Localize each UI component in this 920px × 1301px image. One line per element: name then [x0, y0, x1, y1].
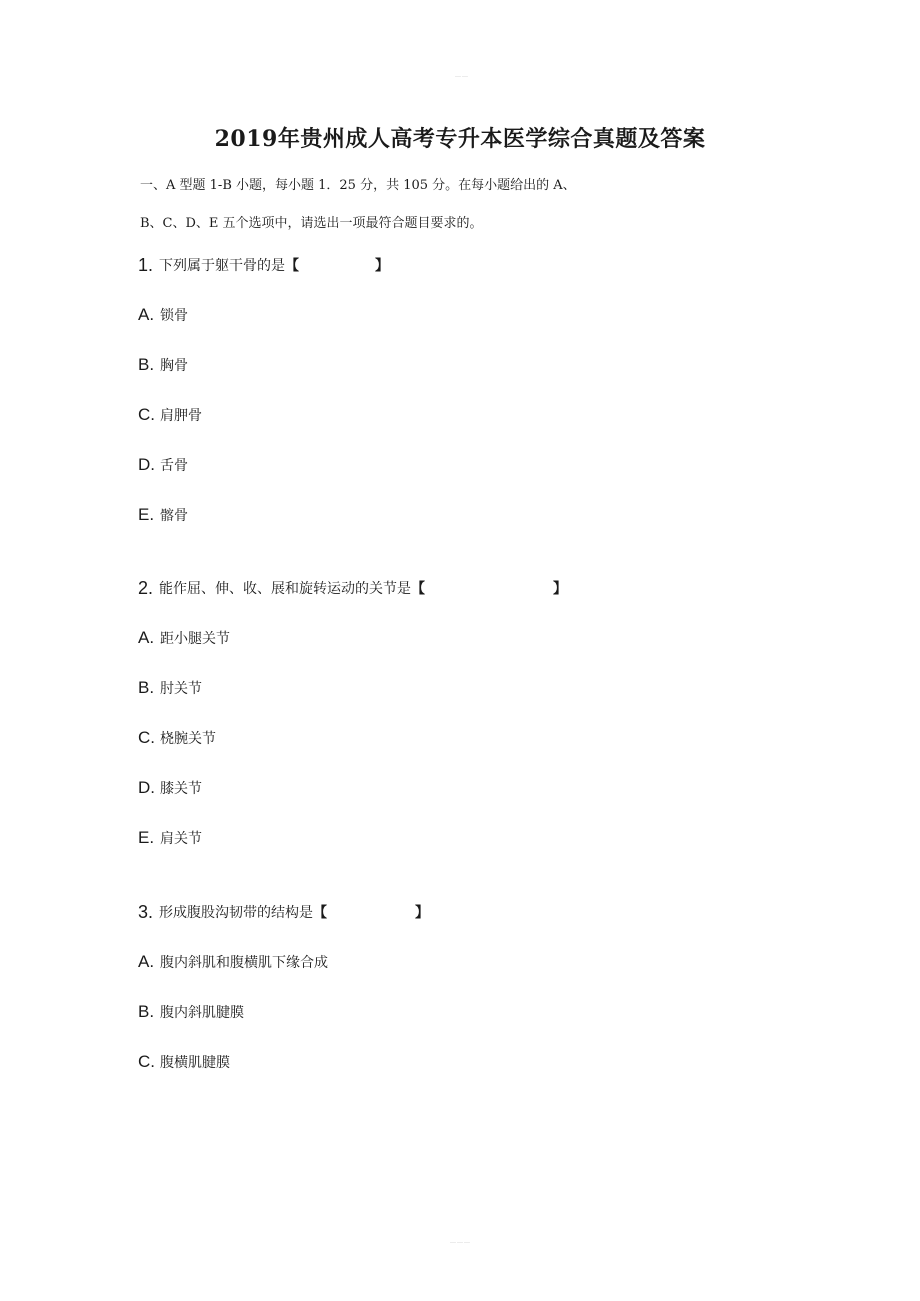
- option-text: 肩胛骨: [160, 408, 202, 424]
- option-text: 髂骨: [160, 508, 188, 524]
- option-2c: [138, 726, 216, 750]
- option-letter: E.: [138, 505, 155, 524]
- option-3b: [138, 1000, 244, 1024]
- option-letter: A.: [138, 305, 155, 324]
- question-number: 1.: [138, 254, 154, 275]
- option-text: 舌骨: [160, 458, 188, 474]
- option-text: 肩关节: [160, 831, 202, 847]
- option-3c: [138, 1050, 230, 1074]
- option-2d: [138, 776, 202, 800]
- header-mark: ……: [455, 72, 469, 79]
- option-text: 腹横肌腱膜: [160, 1055, 230, 1071]
- option-letter: C.: [138, 1052, 155, 1071]
- footer-mark: ………: [450, 1238, 471, 1245]
- question-3: [138, 900, 429, 924]
- option-2e: [138, 826, 202, 850]
- bracket-close: 】: [553, 581, 568, 597]
- option-1c: [138, 403, 202, 427]
- option-text: 距小腿关节: [160, 631, 230, 647]
- option-text: 胸骨: [160, 358, 188, 374]
- option-letter: C.: [138, 405, 155, 424]
- option-letter: B.: [138, 1002, 155, 1021]
- section-instructions-line-1: 一、A 型题 1-B 小题，每小题 1．25 分，共 105 分。在每小题给出的 A、: [140, 178, 576, 193]
- answer-bracket: [313, 902, 429, 922]
- question-2: [138, 576, 567, 600]
- option-3a: [138, 950, 328, 974]
- question-1: [138, 253, 389, 277]
- option-letter: D.: [138, 778, 155, 797]
- option-text: 肘关节: [160, 681, 202, 697]
- option-letter: B.: [138, 678, 155, 697]
- option-letter: D.: [138, 455, 155, 474]
- answer-bracket: [411, 578, 567, 598]
- option-letter: C.: [138, 728, 155, 747]
- question-text: 形成腹股沟韧带的结构是: [159, 905, 314, 921]
- option-letter: A.: [138, 628, 155, 647]
- option-text: 锁骨: [160, 308, 188, 324]
- option-2b: [138, 676, 202, 700]
- question-number: 3.: [138, 901, 154, 922]
- option-1a: [138, 303, 188, 327]
- bracket-close: 】: [415, 905, 430, 921]
- option-1b: [138, 353, 188, 377]
- question-text: 能作屈、伸、收、展和旋转运动的关节是: [159, 581, 412, 597]
- page-title: 2019年贵州成人高考专升本医学综合真题及答案: [214, 126, 706, 152]
- bracket-open: 【: [411, 581, 426, 597]
- option-letter: A.: [138, 952, 155, 971]
- bracket-open: 【: [313, 905, 328, 921]
- section-instructions-line-2: B、C、D、E 五个选项中，请选出一项最符合题目要求的。: [140, 216, 483, 231]
- option-text: 膝关节: [160, 781, 202, 797]
- option-letter: E.: [138, 828, 155, 847]
- option-1d: [138, 453, 188, 477]
- question-text: 下列属于躯干骨的是: [159, 258, 286, 274]
- question-number: 2.: [138, 577, 154, 598]
- option-letter: B.: [138, 355, 155, 374]
- option-2a: [138, 626, 230, 650]
- option-text: 腹内斜肌腱膜: [160, 1005, 244, 1021]
- option-text: 桡腕关节: [160, 731, 216, 747]
- option-1e: [138, 503, 188, 527]
- bracket-open: 【: [285, 258, 300, 274]
- option-text: 腹内斜肌和腹横肌下缘合成: [160, 955, 328, 971]
- bracket-close: 】: [375, 258, 390, 274]
- answer-bracket: [285, 255, 389, 275]
